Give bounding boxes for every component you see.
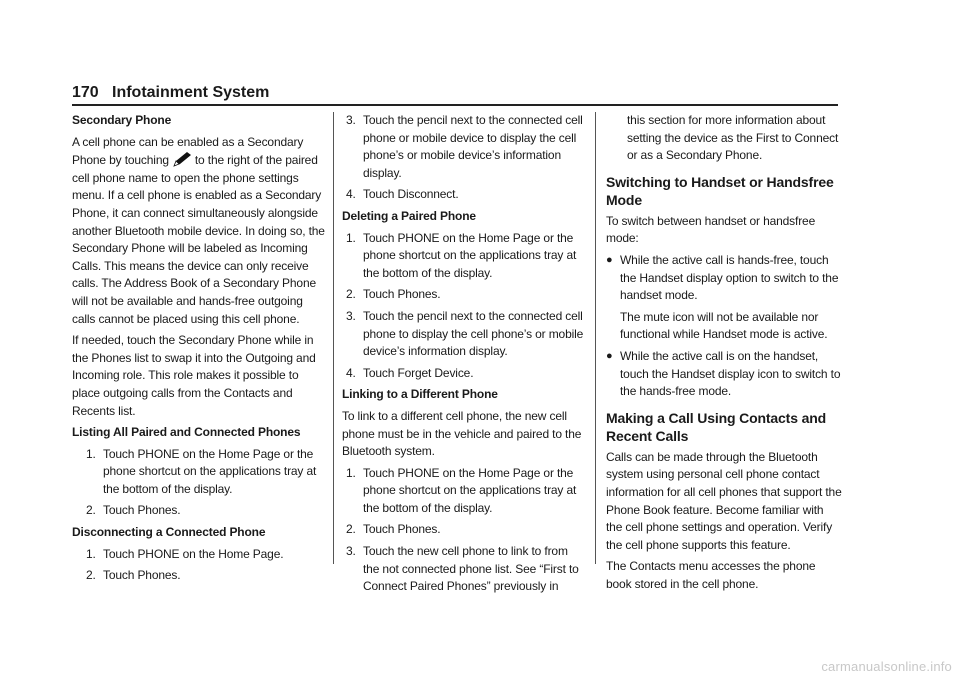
bullet-list — [606, 252, 842, 305]
paragraph: To switch between handset or handsfree mode: — [606, 213, 816, 246]
bullet-icon: ● — [606, 349, 613, 362]
list-item: 2. Touch Phones. — [86, 568, 181, 583]
subheading-linking: Linking to a Different Phone — [342, 387, 498, 402]
text: to the right of the paired cell phone name to open the phone settings menu. If a cell phone is enabled as a Secondary Phone, it can connect simultaneously alongside another Bluetooth mobile device. In doing so, the Secondary Phone will be labeled as Incoming Calls. This means the device can only receive calls. The Address Book of a Secondary Phone will not be available and hands-free outgoing calls cannot be placed using this cell phone. — [72, 153, 325, 326]
paragraph: To link to a different cell phone, the new cell phone must be in the vehicle and paired to the Bluetooth system. — [342, 408, 582, 459]
paragraph — [72, 134, 326, 329]
subheading-listing-phones: Listing All Paired and Connected Phones — [72, 425, 301, 440]
list-item: 1. Touch PHONE on the Home Page or the phone shortcut on the applications tray at the bottom of the display. — [346, 465, 577, 515]
list-item: 2. Touch Phones. — [346, 287, 441, 302]
section-title: Infotainment System — [112, 84, 270, 101]
list-item: 4. Touch Disconnect. — [346, 187, 459, 202]
column-divider — [333, 112, 334, 564]
list-item: 2. Touch Phones. — [86, 503, 181, 518]
steps-link — [342, 465, 584, 596]
list-item: 2. Touch Phones. — [346, 522, 441, 537]
paragraph: Calls can be made through the Bluetooth system using personal cell phone contact information for all cell phones that support the Phone Book feature. Become familiar with the cell phone settings and operation. Verify the cell phone supports this feature. — [606, 449, 842, 552]
list-item: 4. Touch Forget Device. — [346, 365, 474, 380]
page-number: 170 — [72, 84, 99, 101]
list-item: 1. Touch PHONE on the Home Page or the phone shortcut on the applications tray at the bottom of the display. — [86, 446, 317, 496]
list-item: 3. Touch the pencil next to the connected cell phone or mobile device to display the cell phone’s or mobile device’s information display. — [346, 113, 583, 180]
paragraph: The Contacts menu accesses the phone book stored in the cell phone. — [606, 559, 816, 591]
list-item: 1. Touch PHONE on the Home Page or the phone shortcut on the applications tray at the bottom of the display. — [346, 230, 577, 280]
paragraph: The mute icon will not be available nor functional while Handset mode is active. — [620, 309, 828, 342]
bullet-icon: ● — [606, 253, 613, 266]
subheading-secondary-phone: Secondary Phone — [72, 113, 172, 127]
subheading-deleting: Deleting a Paired Phone — [342, 208, 476, 223]
list-item: 3. Touch the new cell phone to link to from the not connected phone list. See “First to Connect Paired Phones” previously in — [346, 544, 579, 594]
steps-listing — [72, 446, 326, 520]
column-3 — [606, 112, 842, 597]
heading-making-call: Making a Call Using Contacts and Recent Calls — [606, 409, 827, 444]
list-item: 1. Touch PHONE on the Home Page. — [86, 546, 284, 561]
page-header — [72, 82, 838, 106]
list-item: 3. Touch the pencil next to the connected cell phone to display the cell phone’s or mobile device’s information display. — [346, 308, 584, 359]
steps-delete — [342, 230, 584, 383]
list-item: ● While the active call is on the handset, touch the Handset display icon to switch to the hands-free mode. — [606, 348, 841, 399]
list-item: ● While the active call is hands-free, touch the Handset display option to switch to the handset mode. — [606, 252, 839, 303]
steps-disconnect-continued — [342, 112, 584, 204]
heading-switching: Switching to Handset or Handsfree Mode — [606, 173, 834, 208]
text: A cell phone can be enabled as a Secondary Phone by touching — [72, 134, 304, 168]
paragraph: If needed, touch the Secondary Phone while in the Phones list to swap it into the Outgoing and Incoming role. This role makes it possible to place outgoing calls from the Contacts and Recents list. — [72, 333, 316, 418]
subheading-disconnecting: Disconnecting a Connected Phone — [72, 525, 266, 540]
column-divider — [595, 112, 596, 564]
paragraph: this section for more information about setting the device as the First to Connect or as a Secondary Phone. — [627, 113, 839, 163]
pencil-icon — [171, 151, 193, 167]
steps-disconnect — [72, 546, 326, 585]
bullet-list — [606, 348, 842, 401]
column-1 — [72, 112, 326, 589]
column-2 — [342, 112, 584, 600]
watermark: carmanualsonline.info — [821, 659, 952, 674]
